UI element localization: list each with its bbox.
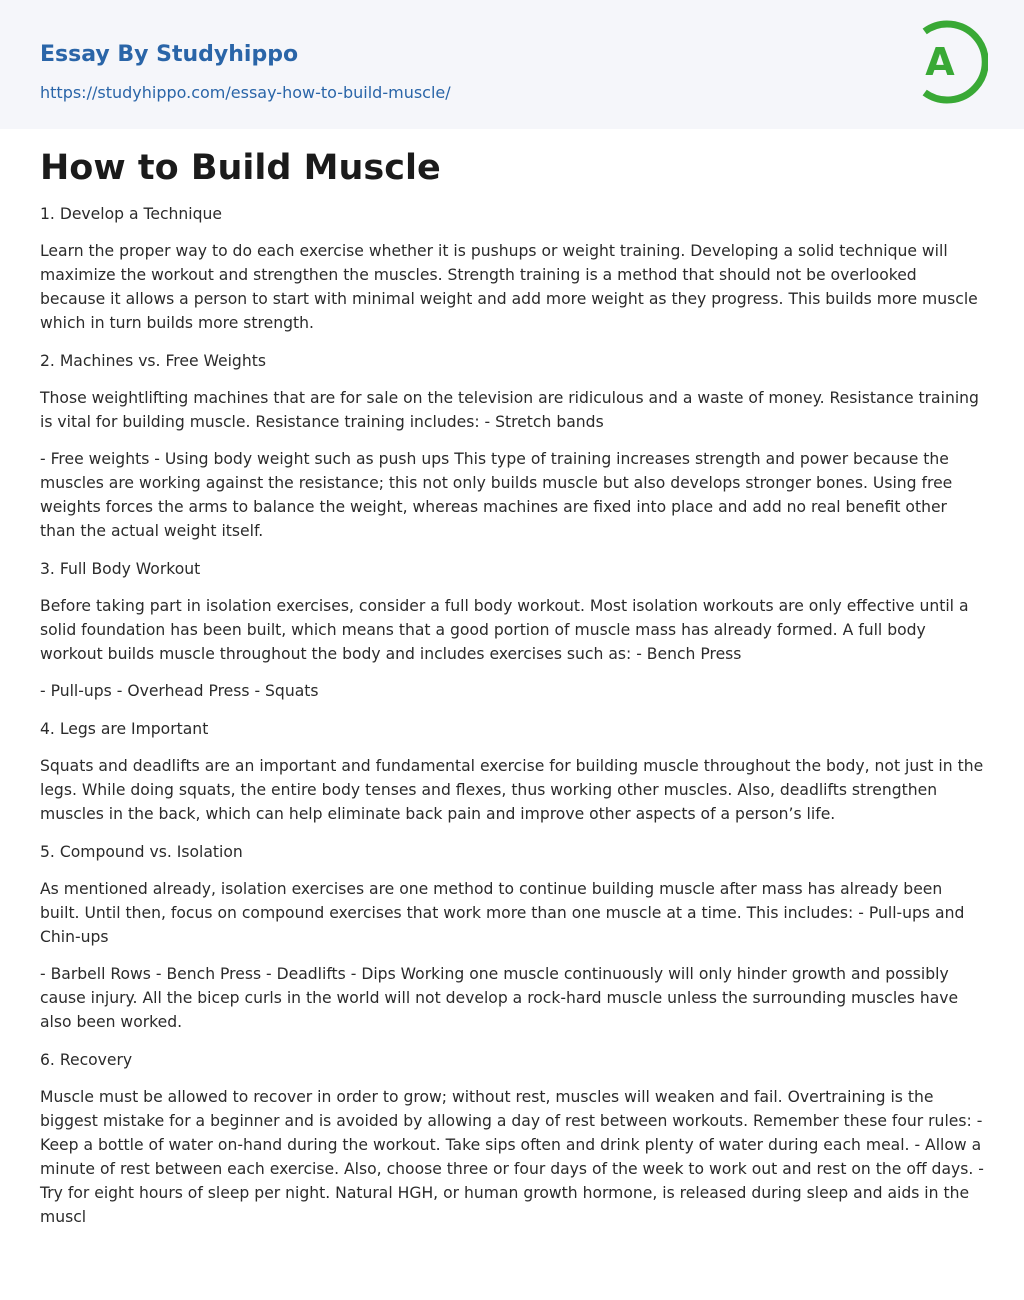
essay-content (0, 146, 1024, 1229)
section-heading: 1. Develop a Technique (40, 205, 223, 223)
essay-url-link[interactable]: https://studyhippo.com/essay-how-to-build-muscle/ (40, 83, 451, 102)
section-heading: 5. Compound vs. Isolation (40, 843, 243, 861)
paragraph: - Pull-ups - Overhead Press - Squats (40, 682, 319, 700)
paragraph: Squats and deadlifts are an important and fundamental exercise for building muscle throughout the body, not just in the legs. While doing squats, the entire body tenses and flexes, thus working other muscles. Also, deadlifts strengthen muscles in the back, which can help eliminate back pain and improve other aspects of a person’s life. (40, 757, 984, 823)
section-heading: 6. Recovery (40, 1051, 133, 1069)
section-heading: 3. Full Body Workout (40, 560, 201, 578)
paragraph: Muscle must be allowed to recover in order to grow; without rest, muscles will weaken and fail. Overtraining is the biggest mistake for a beginner and is avoided by allowing a day of rest between workouts. Remember these four rules: - Keep a bottle of water on-hand during the workout. Take sips often and drink plenty of water during each meal. - Allow a minute of rest between each exercise. Also, choose three or four days of the week to work out and rest on the off days. - Try for eight hours of sleep per night. Natural HGH, or human growth hormone, is released during sleep and aids in the muscl (40, 1088, 984, 1226)
logo-letter: A (925, 40, 955, 84)
essay-body (40, 202, 984, 1229)
section-heading: 4. Legs are Important (40, 720, 209, 738)
paragraph: - Barbell Rows - Bench Press - Deadlifts - Dips Working one muscle continuously will only hinder growth and possibly cause injury. All the bicep curls in the world will not develop a rock-hard muscle unless the surrounding muscles have also been worked. (40, 965, 959, 1031)
paragraph: - Free weights - Using body weight such as push ups This type of training increases strength and power because the muscles are working against the resistance; this not only builds muscle but also develops stronger bones. Using free weights forces the arms to balance the weight, whereas machines are fixed into place and add no real benefit other than the actual weight itself. (40, 450, 953, 540)
section-heading: 2. Machines vs. Free Weights (40, 352, 266, 370)
paragraph: Learn the proper way to do each exercise whether it is pushups or weight training. Developing a solid technique will maximize the workout and strengthen the muscles. Strength training is a method that should not be overlooked because it allows a person to start with minimal weight and add more weight as they progress. This builds more muscle which in turn builds more strength. (40, 242, 978, 332)
site-header (0, 0, 1024, 129)
essay-title: How to Build Muscle (40, 148, 441, 188)
studyhippo-logo-icon[interactable] (910, 18, 988, 106)
paragraph: As mentioned already, isolation exercises are one method to continue building muscle after mass has already been built. Until then, focus on compound exercises that work more than one muscle at a time. This includes: - Pull-ups and Chin-ups (40, 880, 965, 946)
paragraph: Those weightlifting machines that are for sale on the television are ridiculous and a waste of money. Resistance training is vital for building muscle. Resistance training includes: - Stretch bands (40, 389, 979, 431)
paragraph: Before taking part in isolation exercises, consider a full body workout. Most isolation workouts are only effective until a solid foundation has been built, which means that a good portion of muscle mass has already formed. A full body workout builds muscle throughout the body and includes exercises such as: - Bench Press (40, 597, 969, 663)
brand-title[interactable]: Essay By Studyhippo (40, 42, 299, 67)
